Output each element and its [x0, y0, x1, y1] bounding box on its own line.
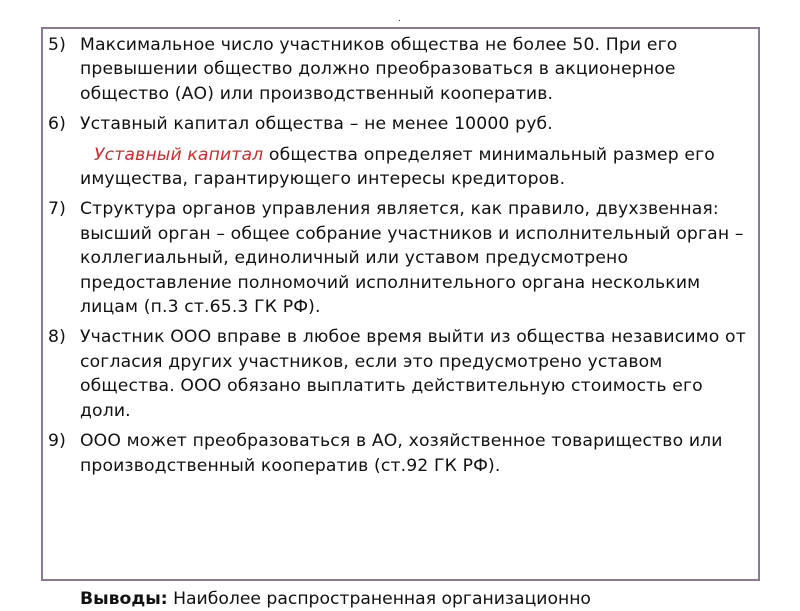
list-item-number: 9) [48, 431, 66, 452]
list-item-text: Структура органов управления является, как правило, двухзвенная: высший орган – общее собрание участников и исполнительный орган – коллегиальный, единоличный или уставом предусмотрено предоставление полномочий исполнительного органа нескольким лицам (п.3 ст.65.3 ГК РФ). [80, 199, 744, 318]
list-item-6 [48, 112, 748, 136]
list-item-text: Участник ООО вправе в любое время выйти из общества независимо от согласия других участников, если это предусмотрено уставом общества. ООО обязано выплатить действительную стоимость его доли. [80, 327, 746, 421]
list-item-5 [48, 33, 748, 106]
list-item-number: 5) [48, 35, 66, 55]
list-item-9 [48, 429, 748, 478]
highlight-term: Уставный капитал [94, 144, 264, 165]
list-item-number: 7) [48, 199, 66, 220]
content-list [48, 33, 748, 484]
list-item-number: 8) [48, 327, 66, 348]
conclusion-label: Выводы: [80, 589, 168, 609]
list-item-8 [48, 325, 748, 423]
paragraph-text: общества определяет минимальный размер его имущества, гарантирующего интересы кредиторов. [80, 144, 715, 190]
capital-paragraph [48, 143, 748, 192]
list-item-7 [48, 197, 748, 319]
list-item-number: 6) [48, 114, 66, 135]
conclusion-text: Наиболее распространенная организационно [167, 589, 591, 609]
conclusion-line [80, 587, 591, 611]
list-item-text: Уставный капитал общества – не менее 10000 руб. [80, 114, 553, 135]
list-item-text: ООО может преобразоваться в АО, хозяйственное товарищество или производственный кооператив (ст.92 ГК РФ). [80, 431, 723, 476]
list-item-text: Максимальное число участников общества не более 50. При его превышении общество должно преобразоваться в акционерное общество (АО) или производственный кооператив. [80, 35, 678, 104]
slide-top-mark: . [398, 14, 401, 24]
